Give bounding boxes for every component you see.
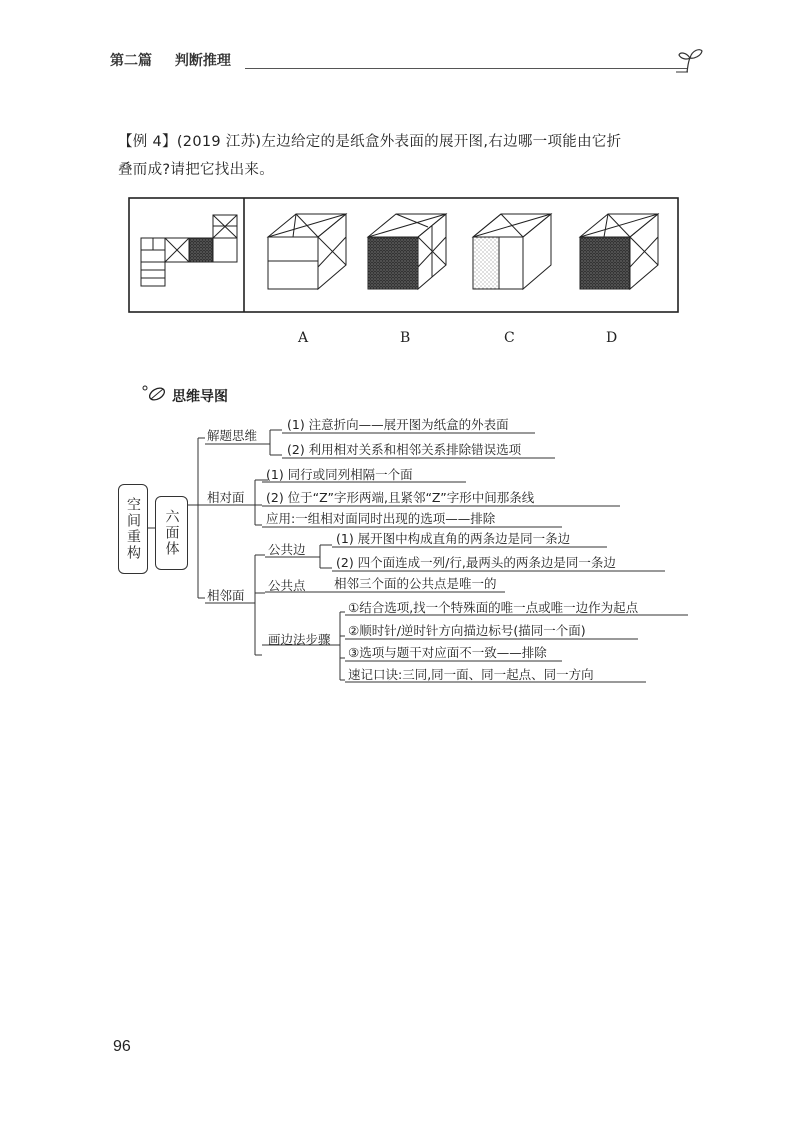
- gonggongbian-item-2: (2) 四个面连成一列/行,最两头的两条边是同一条边: [336, 555, 616, 570]
- gonggongdian-text: 相邻三个面的公共点是唯一的: [334, 576, 497, 591]
- gonggongdian-label: 公共点: [268, 578, 306, 593]
- jieti-item-1: (1) 注意折向——展开图为纸盒的外表面: [287, 417, 509, 432]
- option-label-a: A: [298, 330, 309, 346]
- header-part: 第二篇: [110, 53, 152, 69]
- mindmap-hub: [155, 496, 188, 570]
- root-label: 空间重构: [125, 497, 141, 561]
- hub-label: 六面体: [163, 509, 180, 557]
- option-label-d: D: [606, 330, 618, 346]
- xiangdui-item-1: (1) 同行或同列相隔一个面: [266, 467, 413, 482]
- mindmap-title: 思维导图: [172, 389, 228, 405]
- xiangdui-item-2: (2) 位于“Z”字形两端,且紧邻“Z”字形中间那条线: [266, 490, 535, 505]
- gonggongbian-item-1: (1) 展开图中构成直角的两条边是同一条边: [336, 531, 571, 546]
- option-label-b: B: [400, 330, 411, 346]
- xiangdui-item-3: 应用:一组相对面同时出现的选项——排除: [266, 511, 496, 526]
- huabian-item-3: ③选项与题干对应面不一致——排除: [348, 645, 547, 660]
- huabian-item-4: 速记口诀:三同,同一面、同一起点、同一方向: [348, 667, 594, 682]
- branch-xianglin: 相邻面: [207, 588, 245, 603]
- option-label-c: C: [504, 330, 515, 346]
- huabian-item-1: ①结合选项,找一个特殊面的唯一点或唯一边作为起点: [348, 600, 639, 615]
- mindmap-root: [118, 484, 148, 574]
- gonggongbian-label: 公共边: [268, 542, 306, 557]
- branch-xiangdui: 相对面: [207, 490, 245, 505]
- question-line-2: 叠而成?请把它找出来。: [118, 162, 274, 178]
- question-line-1: 【例 4】(2019 江苏)左边给定的是纸盒外表面的展开图,右边哪一项能由它折: [118, 134, 622, 150]
- branch-jieti: 解题思维: [207, 428, 258, 443]
- header-section: 判断推理: [174, 53, 231, 69]
- jieti-item-2: (2) 利用相对关系和相邻关系排除错误选项: [287, 442, 522, 457]
- huabian-item-2: ②顺时针/逆时针方向描边标号(描同一个面): [348, 623, 586, 638]
- huabian-label: 画边法步骤: [268, 632, 331, 647]
- page-number: 96: [113, 1038, 131, 1055]
